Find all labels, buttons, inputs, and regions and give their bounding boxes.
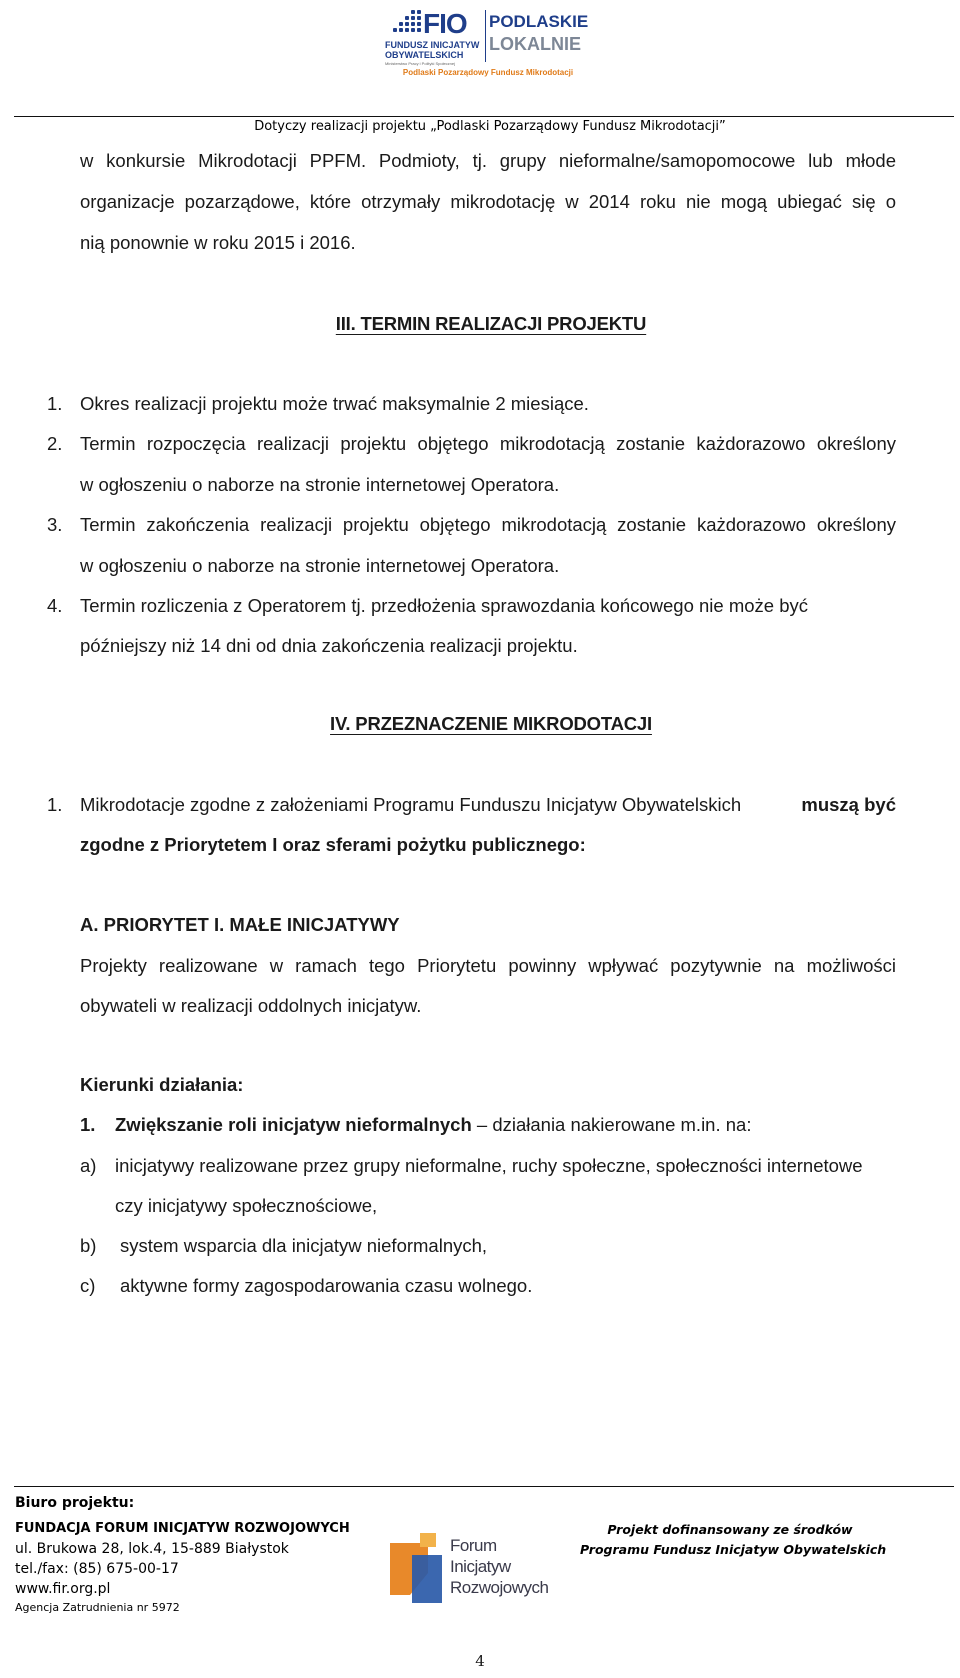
s4-item-1-line-1 [80, 794, 896, 816]
logo-tagline: Podlaski Pozarządowy Fundusz Mikrodotacji [402, 68, 574, 77]
direction-1-rest: – działania nakierowane m.in. na: [471, 1114, 752, 1135]
priority-title: A. PRIORYTET I. MAŁE INICJATYWY [80, 914, 400, 935]
s3-item-3-number: 3. [47, 514, 63, 535]
subitem-a-letter: a) [80, 1155, 97, 1176]
lokalnie-text: LOKALNIE [489, 34, 581, 54]
org-phone: tel./fax: (85) 675-00-17 [15, 1561, 179, 1577]
subitem-c-letter: c) [80, 1275, 96, 1296]
fir-logo [390, 1533, 560, 1603]
org-agency-number: Agencja Zatrudnienia nr 5972 [15, 1601, 180, 1614]
direction-1-number: 1. [80, 1114, 96, 1135]
running-head: Dotyczy realizacji projektu „Podlaski Pozarządowy Fundusz Mikrodotacji” [254, 119, 726, 134]
podlaskie-text: PODLASKIE [489, 12, 589, 31]
cofinanced-line-1: Projekt dofinansowany ze środków [607, 1522, 853, 1537]
direction-1-text [115, 1114, 751, 1136]
priority-line-1: Projekty realizowane w ramach tego Priorytetu powinny wpływać pozytywnie na możliwości [80, 955, 896, 976]
direction-1-bold: Zwiększanie roli inicjatyw nieformalnych [115, 1114, 472, 1135]
header-rule [14, 116, 954, 117]
fir-logo-text: Forum Inicjatyw Rozwojowych [450, 1536, 549, 1597]
section-3-title: III. TERMIN REALIZACJI PROJEKTU [335, 313, 647, 334]
subitem-a-line-2: czy inicjatywy społecznościowe, [115, 1195, 378, 1216]
s3-item-2-line-2: w ogłoszeniu o naborze na stronie internetowej Operatora. [80, 474, 560, 495]
logo-separator [485, 10, 486, 62]
page-number: 4 [475, 1652, 485, 1670]
org-name: FUNDACJA FORUM INICJATYW ROZWOJOWYCH [15, 1521, 350, 1536]
fir-logo-icon [390, 1533, 450, 1603]
section-4-title: IV. PRZEZNACZENIE MIKRODOTACJI [330, 713, 652, 734]
intro-line-2: organizacje pozarządowe, które otrzymały mikrodotację w 2014 roku nie mogą ubiegać się o [80, 191, 896, 212]
cofinanced-line-2: Programu Fundusz Inicjatyw Obywatelskich [580, 1542, 887, 1557]
s4-item-1-number: 1. [47, 794, 63, 815]
subitem-b-letter: b) [80, 1235, 97, 1256]
s3-item-2-number: 2. [47, 433, 63, 454]
fio-podlaskie-lokalnie-logo [383, 6, 593, 78]
directions-title: Kierunki działania: [80, 1074, 244, 1095]
fio-logo-ministry: Ministerstwo Pracy i Polityki Społecznej [385, 61, 456, 66]
priority-line-2: obywateli w realizacji oddolnych inicjatyw. [80, 995, 422, 1016]
footer-rule [14, 1486, 954, 1487]
s3-item-4-number: 4. [47, 595, 63, 616]
s4-item-1-bold-text: muszą być [801, 794, 896, 815]
intro-line-1: w konkursie Mikrodotacji PPFM. Podmioty, tj. grupy nieformalne/samopomocowe lub młode [80, 150, 896, 171]
org-website: www.fir.org.pl [15, 1581, 111, 1597]
s3-item-4-line-1: Termin rozliczenia z Operatorem tj. przedłożenia sprawozdania końcowego nie może być [80, 595, 809, 616]
s3-item-1-number: 1. [47, 393, 63, 414]
s3-item-3-line-1: Termin zakończenia realizacji projektu objętego mikrodotacją zostanie każdorazowo określony [80, 514, 896, 535]
fio-logo-text: FIO [423, 8, 467, 39]
s4-item-1-regular-text: Mikrodotacje zgodne z założeniami Programu Funduszu Inicjatyw Obywatelskich [80, 794, 742, 815]
s4-item-1-line-2: zgodne z Priorytetem I oraz sferami pożytku publicznego: [80, 834, 586, 855]
org-address: ul. Brukowa 28, lok.4, 15-889 Białystok [15, 1541, 289, 1557]
subitem-b-text: system wsparcia dla inicjatyw nieformalnych, [120, 1235, 488, 1256]
s3-item-1-text: Okres realizacji projektu może trwać maksymalnie 2 miesiące. [80, 393, 589, 414]
office-label: Biuro projektu: [15, 1495, 135, 1511]
subitem-a-line-1: inicjatywy realizowane przez grupy nieformalne, ruchy społeczne, społeczności internetowe [115, 1155, 863, 1176]
subitem-c-text: aktywne formy zagospodarowania czasu wolnego. [120, 1275, 533, 1296]
s3-item-3-line-2: w ogłoszeniu o naborze na stronie internetowej Operatora. [80, 555, 560, 576]
s3-item-2-line-1: Termin rozpoczęcia realizacji projektu objętego mikrodotacją zostanie każdorazowo określony [80, 433, 896, 454]
intro-line-3: nią ponownie w roku 2015 i 2016. [80, 232, 356, 253]
s3-item-4-line-2: późniejszy niż 14 dni od dnia zakończenia realizacji projektu. [80, 635, 578, 656]
fio-logo-subtitle: FUNDUSZ INICJATYW OBYWATELSKICH [385, 40, 480, 60]
